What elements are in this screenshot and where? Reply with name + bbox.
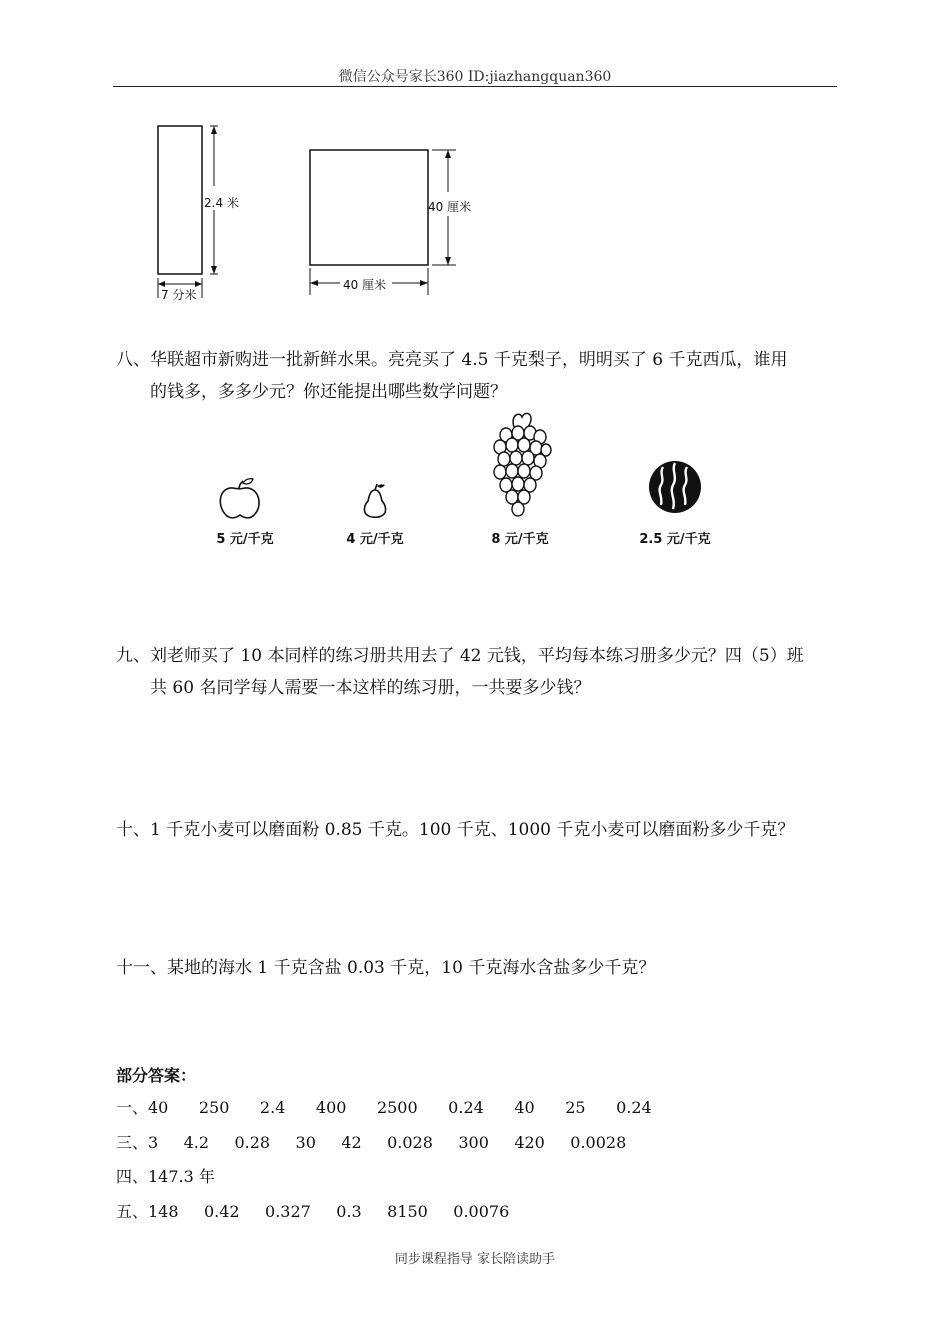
fruit-item-grapes [470, 405, 570, 555]
fruit-item-pear [325, 405, 425, 555]
rectangle-figure [140, 118, 260, 312]
header-rule [113, 86, 837, 87]
square-side-label-bottom: 40 厘米 [343, 278, 387, 292]
fruit-price-list [195, 405, 755, 555]
question-9 [116, 640, 846, 704]
answer-row-4: 四、147.3 年 [116, 1167, 215, 1186]
answer-row-3: 三、3 4.2 0.28 30 42 0.028 300 420 0.0028 [116, 1133, 627, 1152]
fruit-price-watermelon: 2.5 元/千克 [639, 532, 711, 547]
fruit-item-watermelon [625, 405, 725, 555]
question-9-line1: 九、刘老师买了 10 本同样的练习册共用去了 42 元钱，平均每本练习册多少元？四（5）班 [116, 646, 804, 666]
fruit-price-pear: 4 元/千克 [346, 532, 404, 547]
watermelon-icon [625, 405, 725, 525]
question-10-line1: 十、1 千克小麦可以磨面粉 0.85 千克。100 千克、1000 千克小麦可以磨面粉多少千克？ [116, 820, 795, 840]
question-11-line1: 十一、某地的海水 1 千克含盐 0.03 千克，10 千克海水含盐多少千克？ [116, 958, 656, 978]
fruit-price-grapes: 8 元/千克 [491, 532, 549, 547]
pear-icon [325, 405, 425, 525]
page-header: 微信公众号家长360 ID:jiazhangquan360 [338, 69, 612, 85]
question-8 [116, 344, 846, 408]
grapes-icon [470, 405, 570, 525]
question-10 [116, 814, 846, 846]
question-8-line1: 八、华联超市新购进一批新鲜水果。亮亮买了 4.5 千克梨子，明明买了 6 千克西瓜，谁用 [116, 350, 788, 370]
answers-title: 部分答案： [116, 1066, 197, 1085]
rect-height-label: 2.4 米 [204, 196, 239, 210]
question-8-line2: 的钱多，多多少元？你还能提出哪些数学问题？ [150, 382, 507, 402]
fruit-price-apple: 5 元/千克 [216, 532, 274, 547]
apple-icon [195, 405, 295, 525]
question-9-line2: 共 60 名同学每人需要一本这样的练习册，一共要多少钱？ [150, 678, 591, 698]
answer-row-5: 五、148 0.42 0.327 0.3 8150 0.0076 [116, 1202, 510, 1221]
square-side-label-right: 40 厘米 [428, 200, 472, 214]
fruit-item-apple [195, 405, 295, 555]
question-11 [116, 952, 846, 984]
rect-width-label: 7 分米 [161, 288, 197, 302]
page-footer: 同步课程指导 家长陪读助手 [394, 1252, 556, 1267]
answer-row-1: 一、40 250 2.4 400 2500 0.24 40 25 0.24 [116, 1098, 652, 1117]
